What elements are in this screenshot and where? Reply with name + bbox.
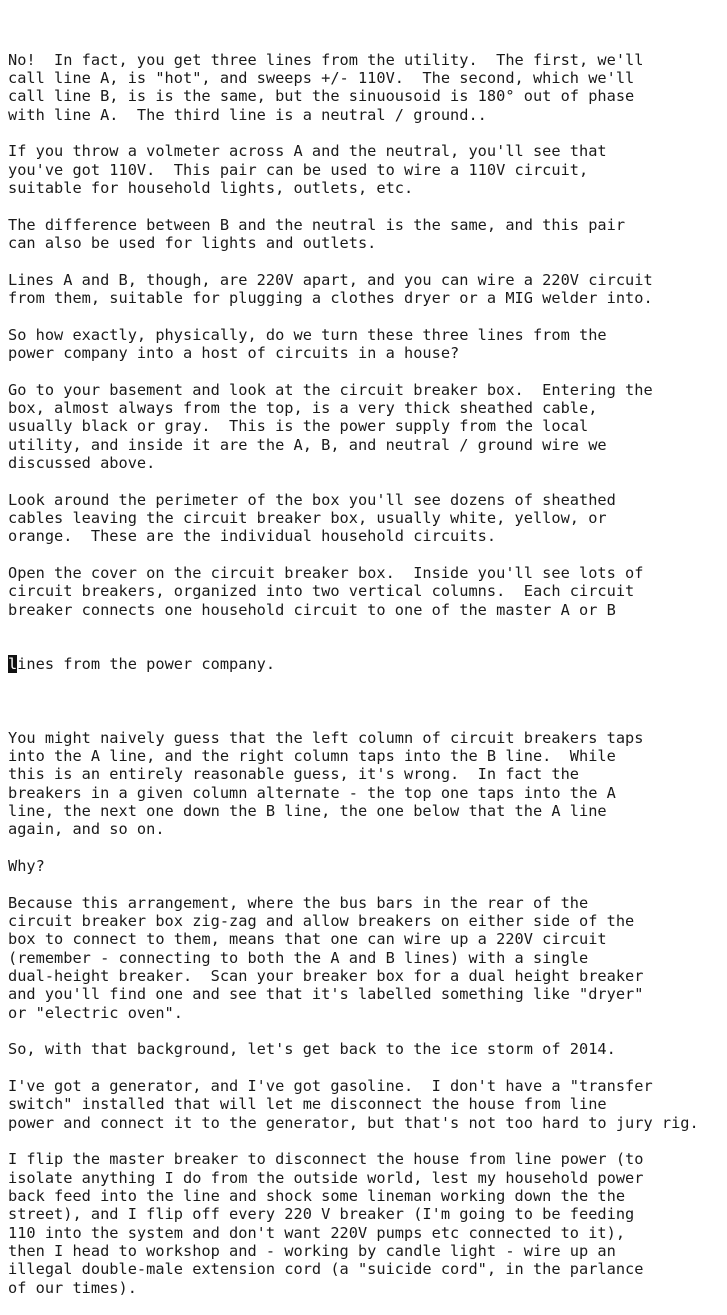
text-line: discussed above. <box>8 453 156 472</box>
text-line <box>8 839 724 857</box>
text-line: into the A line, and the right column taps into the B line. While <box>8 747 616 766</box>
text-line: line, the next one down the B line, the one below that the A line <box>8 802 607 821</box>
text-line: switch" installed that will let me disconnect the house from line <box>8 1095 607 1114</box>
text-line <box>8 252 724 270</box>
text-line: call line A, is "hot", and sweeps +/- 110V. The second, which we'll <box>8 68 635 87</box>
text-line: utility, and inside it are the A, B, and neutral / ground wire we <box>8 435 607 454</box>
text-line: You might naively guess that the left column of circuit breakers taps <box>8 728 644 747</box>
text-line: Why? <box>8 857 45 876</box>
text-line <box>8 307 724 325</box>
text-line: and you'll find one and see that it's labelled something like "dryer" <box>8 985 644 1004</box>
text-line: then I head to workshop and - working by candle light - wire up an <box>8 1241 616 1260</box>
text-line: usually black or gray. This is the power supply from the local <box>8 417 589 436</box>
text-line <box>8 1059 724 1077</box>
text-line <box>8 875 724 893</box>
text-editor-buffer[interactable] <box>8 14 724 1315</box>
text-line: Go to your basement and look at the circuit breaker box. Entering the <box>8 380 653 399</box>
text-line: you've got 110V. This pair can be used to wire a 110V circuit, <box>8 160 589 179</box>
text-line: box, almost always from the top, is a very thick sheathed cable, <box>8 398 598 417</box>
text-block-before-cursor <box>8 51 724 619</box>
text-line <box>8 1022 724 1040</box>
text-line: back feed into the line and shock some lineman working down the the <box>8 1187 626 1205</box>
text-line: 110 into the system and don't want 220V pumps etc connected to it), <box>8 1223 626 1242</box>
text-cursor: l <box>8 655 18 674</box>
text-line: box to connect to them, means that one can wire up a 220V circuit <box>8 930 607 949</box>
text-line: of our times). <box>8 1278 137 1297</box>
text-line: call line B, is is the same, but the sinuousoid is 180° out of phase <box>8 87 635 106</box>
text-line: orange. These are the individual household circuits. <box>8 527 497 546</box>
text-line: The difference between B and the neutral is the same, and this pair <box>8 215 626 234</box>
text-line: I've got a generator, and I've got gasoline. I don't have a "transfer <box>8 1077 653 1096</box>
text-block-after-cursor <box>8 710 724 1297</box>
text-line <box>8 1132 724 1150</box>
text-line: Open the cover on the circuit breaker box. Inside you'll see lots of <box>8 563 644 582</box>
text-line: power and connect it to the generator, but that's not too hard to jury rig. <box>8 1113 699 1132</box>
text-line: breakers in a given column alternate - the top one taps into the A <box>8 783 616 802</box>
text-line: isolate anything I do from the outside world, lest my household power <box>8 1168 644 1187</box>
text-line: illegal double-male extension cord (a "suicide cord", in the parlance <box>8 1260 644 1279</box>
text-line: with line A. The third line is a neutral / ground.. <box>8 105 487 124</box>
text-line: or "electric oven". <box>8 1003 183 1022</box>
text-line: I flip the master breaker to disconnect the house from line power (to <box>8 1150 644 1169</box>
text-line: If you throw a volmeter across A and the neutral, you'll see that <box>8 142 607 161</box>
cursor-line[interactable] <box>8 655 724 673</box>
cursor-line-text: ines from the power company. <box>17 655 276 674</box>
text-line <box>8 546 724 564</box>
text-line: street), and I flip off every 220 V breaker (I'm going to be feeding <box>8 1205 635 1224</box>
text-line: power company into a host of circuits in a house? <box>8 343 460 362</box>
text-line <box>8 197 724 215</box>
text-line: Because this arrangement, where the bus bars in the rear of the <box>8 893 589 912</box>
text-line: cables leaving the circuit breaker box, usually white, yellow, or <box>8 508 607 527</box>
text-line: suitable for household lights, outlets, etc. <box>8 178 414 197</box>
text-line: Look around the perimeter of the box you'll see dozens of sheathed <box>8 490 616 509</box>
text-line <box>8 362 724 380</box>
text-line: from them, suitable for plugging a clothes dryer or a MIG welder into. <box>8 288 653 307</box>
text-line: So how exactly, physically, do we turn these three lines from the <box>8 325 607 344</box>
text-line: can also be used for lights and outlets. <box>8 233 377 252</box>
text-line: No! In fact, you get three lines from the utility. The first, we'll <box>8 50 644 69</box>
text-line <box>8 472 724 490</box>
text-line: dual-height breaker. Scan your breaker box for a dual height breaker <box>8 967 644 986</box>
text-line <box>8 124 724 142</box>
text-line: circuit breaker box zig-zag and allow breakers on either side of the <box>8 912 635 931</box>
text-line <box>8 710 724 728</box>
text-line: So, with that background, let's get back to the ice storm of 2014. <box>8 1040 616 1059</box>
text-line: breaker connects one household circuit to one of the master A or B <box>8 600 616 619</box>
text-line: (remember - connecting to both the A and B lines) with a single <box>8 948 589 967</box>
text-line: again, and so on. <box>8 820 165 839</box>
text-line: this is an entirely reasonable guess, it's wrong. In fact the <box>8 765 579 784</box>
text-line: circuit breakers, organized into two vertical columns. Each circuit <box>8 582 635 601</box>
text-line: Lines A and B, though, are 220V apart, and you can wire a 220V circuit <box>8 270 653 289</box>
